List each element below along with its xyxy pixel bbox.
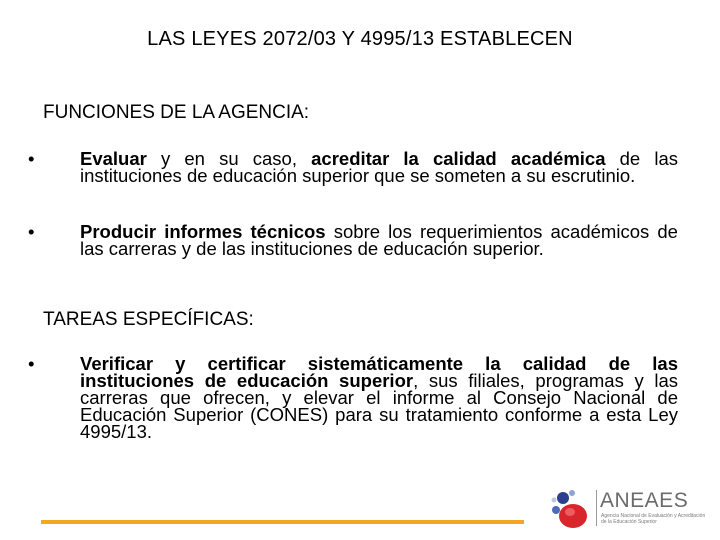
funciones-item-1-text bbox=[80, 150, 678, 184]
tareas-heading: TAREAS ESPECÍFICAS: bbox=[43, 309, 254, 330]
slide-title: LAS LEYES 2072/03 Y 4995/13 ESTABLECEN bbox=[147, 28, 573, 50]
tareas-item-1-text-1: , sus filiales, programas y las carreras que ofrecen, y elevar el informe al Consejo Nacional de Educación Superior (CONES) para su tratamiento conforme a esta Ley 4995/13. bbox=[80, 370, 678, 442]
funciones-item-1-bold-1: Evaluar bbox=[80, 148, 147, 169]
funciones-item-2-text-1: sobre los requerimientos académicos de las carreras y de las instituciones de educación superior. bbox=[80, 221, 678, 259]
funciones-item-2 bbox=[28, 223, 678, 257]
logo-separator bbox=[596, 490, 597, 526]
bullet-marker: • bbox=[28, 148, 35, 169]
footer-divider bbox=[41, 520, 524, 524]
funciones-item-2-text bbox=[80, 223, 678, 257]
funciones-item-2-bold-1: Producir informes técnicos bbox=[80, 221, 326, 242]
logo-subtitle: Agencia Nacional de Evaluación y Acreditación de la Educación Superior bbox=[601, 513, 706, 525]
bullet-marker: • bbox=[28, 221, 35, 242]
funciones-item-1-bold-2: acreditar la calidad académica bbox=[311, 148, 606, 169]
tareas-item-1 bbox=[28, 355, 678, 440]
tareas-item-1-text bbox=[80, 355, 678, 440]
logo-name: ANEAES bbox=[600, 489, 689, 512]
tareas-item-1-bold-1: Verificar y certificar sistemáticamente la calidad de las instituciones de educación superior bbox=[80, 353, 678, 391]
aneaes-logo-icon bbox=[548, 486, 594, 530]
funciones-item-1-text-2: de las instituciones de educación superior que se someten a su escrutinio. bbox=[80, 148, 678, 186]
bullet-marker: • bbox=[28, 353, 35, 374]
funciones-heading: FUNCIONES DE LA AGENCIA: bbox=[43, 102, 310, 123]
funciones-item-1 bbox=[28, 150, 678, 184]
aneaes-logo bbox=[548, 486, 708, 530]
funciones-item-1-text-1: y en su caso, bbox=[146, 148, 312, 169]
